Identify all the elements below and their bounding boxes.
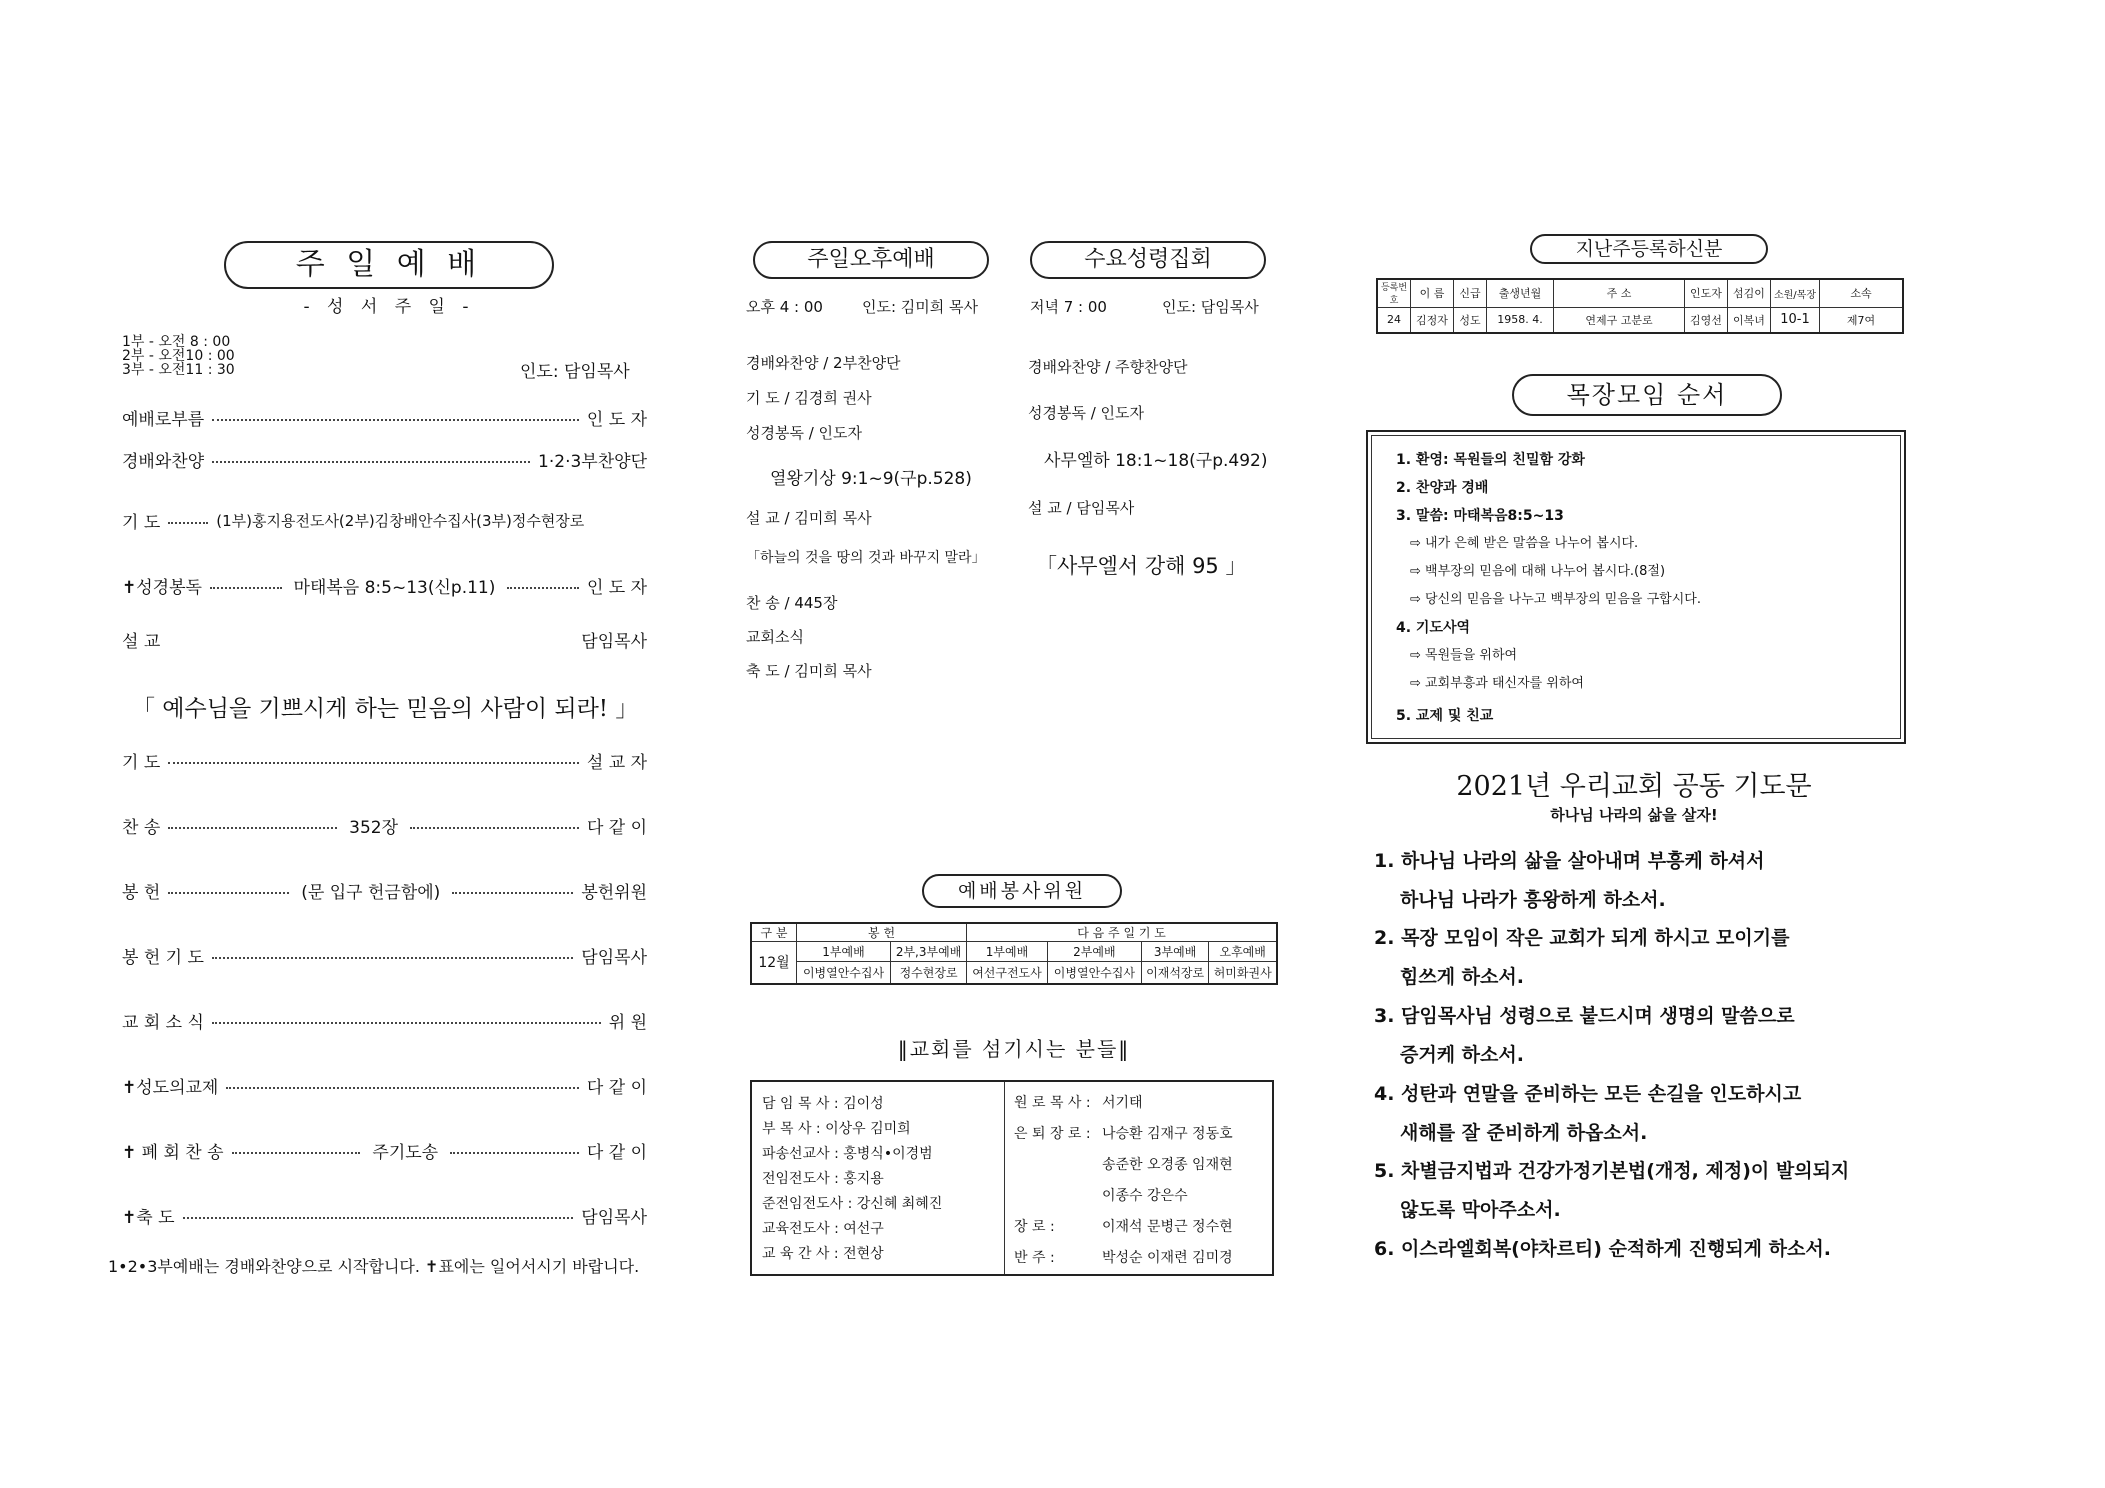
sermon-title: 「 예수님을 기쁘시게 하는 믿음의 사람이 되라! 」: [132, 696, 639, 722]
order-value: 담임목사: [581, 948, 647, 968]
order-label: ✝축 도: [122, 1208, 175, 1228]
table-cell: 김정자: [1411, 307, 1454, 333]
staff-entry: [762, 1217, 1002, 1242]
newcomers-header: 등록번호: [1377, 279, 1411, 307]
list-item: 2. 찬양과 경배: [1396, 480, 1489, 496]
leader-dots: [450, 1152, 579, 1154]
afternoon-item: 축 도 / 김미희 목사: [746, 662, 872, 680]
staff-entry: [762, 1092, 1002, 1117]
cell-meeting-box: [1366, 430, 1906, 744]
committee-name: 허미화권사: [1209, 962, 1277, 984]
prayer-line: 힘쓰게 하소서.: [1400, 966, 1524, 988]
prayer-subtitle: 하나님 나라의 삶을 살자!: [1550, 806, 1718, 824]
newcomers-header: 인도자: [1685, 279, 1728, 307]
staff-entry: [1014, 1247, 1233, 1267]
order-value: 인 도 자: [586, 410, 647, 430]
table-cell: 1958. 4.: [1487, 307, 1554, 333]
wednesday-item: 성경봉독 / 인도자: [1028, 404, 1145, 422]
staff-names: 서기태: [1102, 1095, 1143, 1111]
order-value: 다 같 이: [586, 818, 648, 838]
afternoon-item: 설 교 / 김미희 목사: [746, 509, 872, 527]
order-label: 설 교: [122, 632, 161, 652]
staff-title: ‖교회를 섬기시는 분들‖: [897, 1037, 1131, 1061]
afternoon-item: 찬 송 / 445장: [746, 594, 838, 612]
scripture: 사무엘하 18:1~18(구p.492): [1044, 451, 1268, 471]
cell-meeting-list: [1396, 446, 1701, 730]
staff-names: 홍지용: [843, 1171, 884, 1187]
staff-role: 교 육 간 사 :: [762, 1246, 839, 1262]
afternoon-leader: 인도: 김미희 목사: [862, 298, 979, 316]
staff-role: 담 임 목 사 :: [762, 1096, 839, 1112]
order-detail: 주기도송: [372, 1143, 439, 1163]
newcomers-title: 지난주등록하신분: [1530, 234, 1768, 264]
service-time: 2부 - 오전10 : 00: [122, 348, 235, 364]
leader-dots: [226, 1087, 579, 1089]
order-row: [122, 405, 647, 430]
wednesday-time: 저녁 7 : 00: [1030, 298, 1107, 316]
leader-dots: [168, 762, 579, 764]
table-cell: 이복녀: [1728, 307, 1771, 333]
newcomers-header: 신급: [1454, 279, 1487, 307]
staff-entry: [1014, 1123, 1233, 1143]
afternoon-item: 교회소식: [746, 628, 804, 646]
prayer-line: 하나님 나라가 흥왕하게 하소서.: [1400, 889, 1666, 911]
newcomers-header: 주 소: [1554, 279, 1685, 307]
order-label: 기 도: [122, 753, 161, 773]
order-row: [122, 1073, 647, 1098]
leader-dots: [232, 1152, 361, 1154]
afternoon-time: 오후 4 : 00: [746, 298, 823, 316]
staff-names: 박성순 이재련 김미경: [1102, 1250, 1233, 1266]
order-detail: (문 입구 헌금함에): [301, 883, 441, 903]
committee-subheader: 1부예배: [967, 942, 1048, 962]
order-row: [122, 447, 647, 472]
table-cell: 연제구 고분로: [1554, 307, 1685, 333]
list-item: 4. 기도사역: [1396, 620, 1471, 636]
prayer-line: 않도록 막아주소서.: [1400, 1199, 1561, 1221]
prayer-line: 5. 차별금지법과 건강가정기본법(개정, 제정)이 발의되지: [1374, 1160, 1850, 1182]
sunday-subtitle: - 성 서 주 일 -: [303, 297, 475, 317]
newcomers-header: 이 름: [1411, 279, 1454, 307]
table-cell: 김영선: [1685, 307, 1728, 333]
staff-entry: [762, 1242, 1002, 1267]
staff-names: 이종수 강은수: [1102, 1188, 1188, 1204]
staff-entry: [1014, 1185, 1188, 1205]
scripture: 열왕기상 9:1~9(구p.528): [770, 469, 972, 489]
staff-role: 은 퇴 장 로 :: [1014, 1126, 1091, 1142]
order-value: 인 도 자: [586, 578, 648, 598]
committee-name: 이병열안수집사: [1047, 962, 1141, 984]
prayer-line: 1. 하나님 나라의 삶을 살아내며 부흥케 하셔서: [1374, 850, 1765, 872]
leader-dots: [212, 461, 530, 463]
wednesday-sermon: 「사무엘서 강해 95 」: [1036, 554, 1247, 578]
committee-month: 12월: [751, 942, 797, 984]
staff-role: 원 로 목 사 :: [1014, 1095, 1091, 1111]
order-value: 담임목사: [581, 632, 647, 652]
order-value: 다 같 이: [586, 1078, 647, 1098]
order-row: [122, 627, 647, 652]
prayer-line: 4. 성탄과 연말을 준비하는 모든 손길을 인도하시고: [1374, 1083, 1802, 1105]
sunday-leader: 인도: 담임목사: [520, 362, 630, 382]
order-row: [122, 943, 647, 968]
prayer-line: 6. 이스라엘회복(야차르티) 순적하게 진행되게 하소서.: [1374, 1238, 1831, 1260]
list-item: ⇨ 교회부흥과 태신자를 위하여: [1410, 676, 1584, 691]
committee-header: 봉 헌: [797, 923, 967, 942]
committee-subheader: 2부,3부예배: [891, 942, 967, 962]
leader-dots: [212, 419, 579, 421]
order-value: 설 교 자: [586, 753, 647, 773]
staff-role: 전임전도사 :: [762, 1171, 839, 1187]
prayer-line: 2. 목장 모임이 작은 교회가 되게 하시고 모이기를: [1374, 927, 1790, 949]
staff-names: 여선구: [843, 1221, 884, 1237]
wednesday-item: 설 교 / 담임목사: [1028, 499, 1135, 517]
staff-entry: [1014, 1154, 1233, 1174]
staff-role: 파송선교사 :: [762, 1146, 839, 1162]
staff-role: 장 로 :: [1014, 1219, 1055, 1235]
afternoon-title: 주일오후예배: [753, 241, 989, 279]
committee-name: 이재석장로: [1141, 962, 1209, 984]
leader-dots: [507, 587, 579, 589]
order-value: 다 같 이: [586, 1143, 647, 1163]
staff-names: 이상우 김미희: [825, 1121, 911, 1137]
order-detail: 352장: [349, 818, 399, 838]
staff-entry: [762, 1192, 1002, 1217]
committee-subheader: 오후예배: [1209, 942, 1277, 962]
staff-role: 부 목 사 :: [762, 1121, 821, 1137]
list-item: 1. 환영: 목원들의 친밀함 강화: [1396, 452, 1585, 468]
sunday-title: 주 일 예 배: [224, 241, 554, 289]
order-value: (1부)홍지용전도사(2부)김창배안수집사(3부)정수현장로: [216, 512, 585, 530]
newcomers-header: 출생년월: [1487, 279, 1554, 307]
order-label: ✝성경봉독: [122, 578, 202, 598]
order-label: 예배로부름: [122, 410, 205, 430]
leader-dots: [210, 587, 282, 589]
leader-dots: [168, 892, 289, 894]
committee-subheader: 3부예배: [1141, 942, 1209, 962]
leader-dots: [212, 1022, 601, 1024]
order-row: [122, 1008, 647, 1033]
afternoon-item: 기 도 / 김경희 권사: [746, 389, 872, 407]
leader-dots: [410, 827, 579, 829]
leader-dots: [452, 892, 573, 894]
order-value: 위 원: [608, 1013, 647, 1033]
committee-title: 예배봉사위원: [922, 874, 1122, 908]
committee-subheader: 1부예배: [797, 942, 891, 962]
list-item: ⇨ 목원들을 위하여: [1410, 648, 1518, 663]
afternoon-item: 경배와찬양 / 2부찬양단: [746, 354, 901, 372]
afternoon-item: 성경봉독 / 인도자: [746, 424, 863, 442]
newcomers-table: [1376, 278, 1904, 334]
wednesday-leader: 인도: 담임목사: [1162, 298, 1259, 316]
order-label: ✝성도의교제: [122, 1078, 219, 1098]
list-item: ⇨ 백부장의 믿음에 대해 나누어 봅시다.(8절): [1410, 564, 1666, 579]
order-value: 담임목사: [581, 1208, 647, 1228]
footnote: 1•2•3부예배는 경배와찬양으로 시작합니다. ✝표에는 일어서시기 바랍니다.: [108, 1257, 640, 1276]
order-label: 기 도: [122, 513, 161, 533]
staff-names: 나승환 김재구 정동호: [1102, 1126, 1233, 1142]
staff-names: 이재석 문병근 정수현: [1102, 1219, 1233, 1235]
prayer-line: 증거케 하소서.: [1400, 1044, 1524, 1066]
table-cell: 제7여: [1820, 307, 1904, 333]
service-time: 1부 - 오전 8 : 00: [122, 334, 231, 350]
table-cell: 성도: [1454, 307, 1487, 333]
leader-dots: [212, 957, 573, 959]
order-label: 찬 송: [122, 818, 161, 838]
staff-role: 교육전도사 :: [762, 1221, 839, 1237]
prayer-title: 2021년 우리교회 공동 기도문: [1456, 771, 1812, 802]
staff-role: 준전임전도사 :: [762, 1196, 853, 1212]
staff-box: [750, 1080, 1274, 1276]
service-time: 3부 - 오전11 : 30: [122, 362, 235, 378]
prayer-line: 3. 담임목사님 성령으로 붙드시며 생명의 말씀으로: [1374, 1005, 1795, 1027]
staff-entry: [1014, 1092, 1143, 1112]
table-cell: 10-1: [1771, 307, 1820, 333]
order-label: ✝ 폐 회 찬 송: [122, 1143, 224, 1163]
order-row: [122, 508, 647, 533]
order-row: [122, 748, 647, 773]
afternoon-sermon: 「하늘의 것을 땅의 것과 바꾸지 말라」: [746, 550, 986, 566]
staff-names: 송준한 오경종 임재현: [1102, 1157, 1233, 1173]
newcomers-header: 소속: [1820, 279, 1904, 307]
wednesday-title: 수요성령집회: [1030, 241, 1266, 279]
leader-dots: [168, 827, 337, 829]
wednesday-item: 경배와찬양 / 주향찬양단: [1028, 358, 1188, 376]
order-row: [122, 573, 647, 598]
staff-names: 홍병식•이경범: [843, 1146, 933, 1162]
cell-meeting-title: 목장모임 순서: [1512, 374, 1782, 416]
order-label: 봉 헌 기 도: [122, 948, 204, 968]
order-value: 1·2·3부찬양단: [538, 452, 647, 472]
committee-name: 여선구전도사: [967, 962, 1048, 984]
order-label: 경배와찬양: [122, 452, 205, 472]
prayer-line: 새해를 잘 준비하게 하옵소서.: [1400, 1122, 1648, 1144]
committee-subheader: 2부예배: [1047, 942, 1141, 962]
order-detail: 마태복음 8:5~13(신p.11): [293, 578, 496, 598]
order-row: [122, 813, 647, 838]
order-row: [122, 1138, 647, 1163]
order-value: 봉헌위원: [581, 883, 648, 903]
leader-dots: [168, 522, 208, 524]
list-item: 5. 교제 및 친교: [1396, 708, 1494, 724]
order-label: 봉 헌: [122, 883, 161, 903]
staff-divider: [1004, 1082, 1005, 1274]
list-item: 3. 말씀: 마태복음8:5~13: [1396, 508, 1564, 524]
staff-entry: [762, 1167, 1002, 1192]
committee-name: 정수현장로: [891, 962, 967, 984]
staff-left: [762, 1092, 1002, 1267]
list-item: ⇨ 내가 은혜 받은 말씀을 나누어 봅시다.: [1410, 536, 1639, 551]
order-row: [122, 878, 647, 903]
staff-entry: [762, 1142, 1002, 1167]
committee-header: 구 분: [751, 923, 797, 942]
staff-entry: [1014, 1216, 1233, 1236]
table-row: [1377, 307, 1903, 333]
committee-name: 이병열안수집사: [797, 962, 891, 984]
table-cell: 24: [1377, 307, 1411, 333]
committee-header: 다 음 주 일 기 도: [967, 923, 1277, 942]
staff-names: 전현상: [843, 1246, 884, 1262]
staff-names: 강신혜 최혜진: [856, 1196, 943, 1212]
order-label: 교 회 소 식: [122, 1013, 204, 1033]
staff-names: 김이성: [843, 1096, 884, 1112]
list-item: ⇨ 당신의 믿음을 나누고 백부장의 믿음을 구합시다.: [1410, 592, 1701, 607]
order-row: [122, 1203, 647, 1228]
committee-table: [750, 922, 1278, 985]
newcomers-header: 섬김이: [1728, 279, 1771, 307]
staff-entry: [762, 1117, 1002, 1142]
staff-role: 반 주 :: [1014, 1250, 1055, 1266]
newcomers-header: 소원/목장: [1771, 279, 1820, 307]
leader-dots: [183, 1217, 574, 1219]
